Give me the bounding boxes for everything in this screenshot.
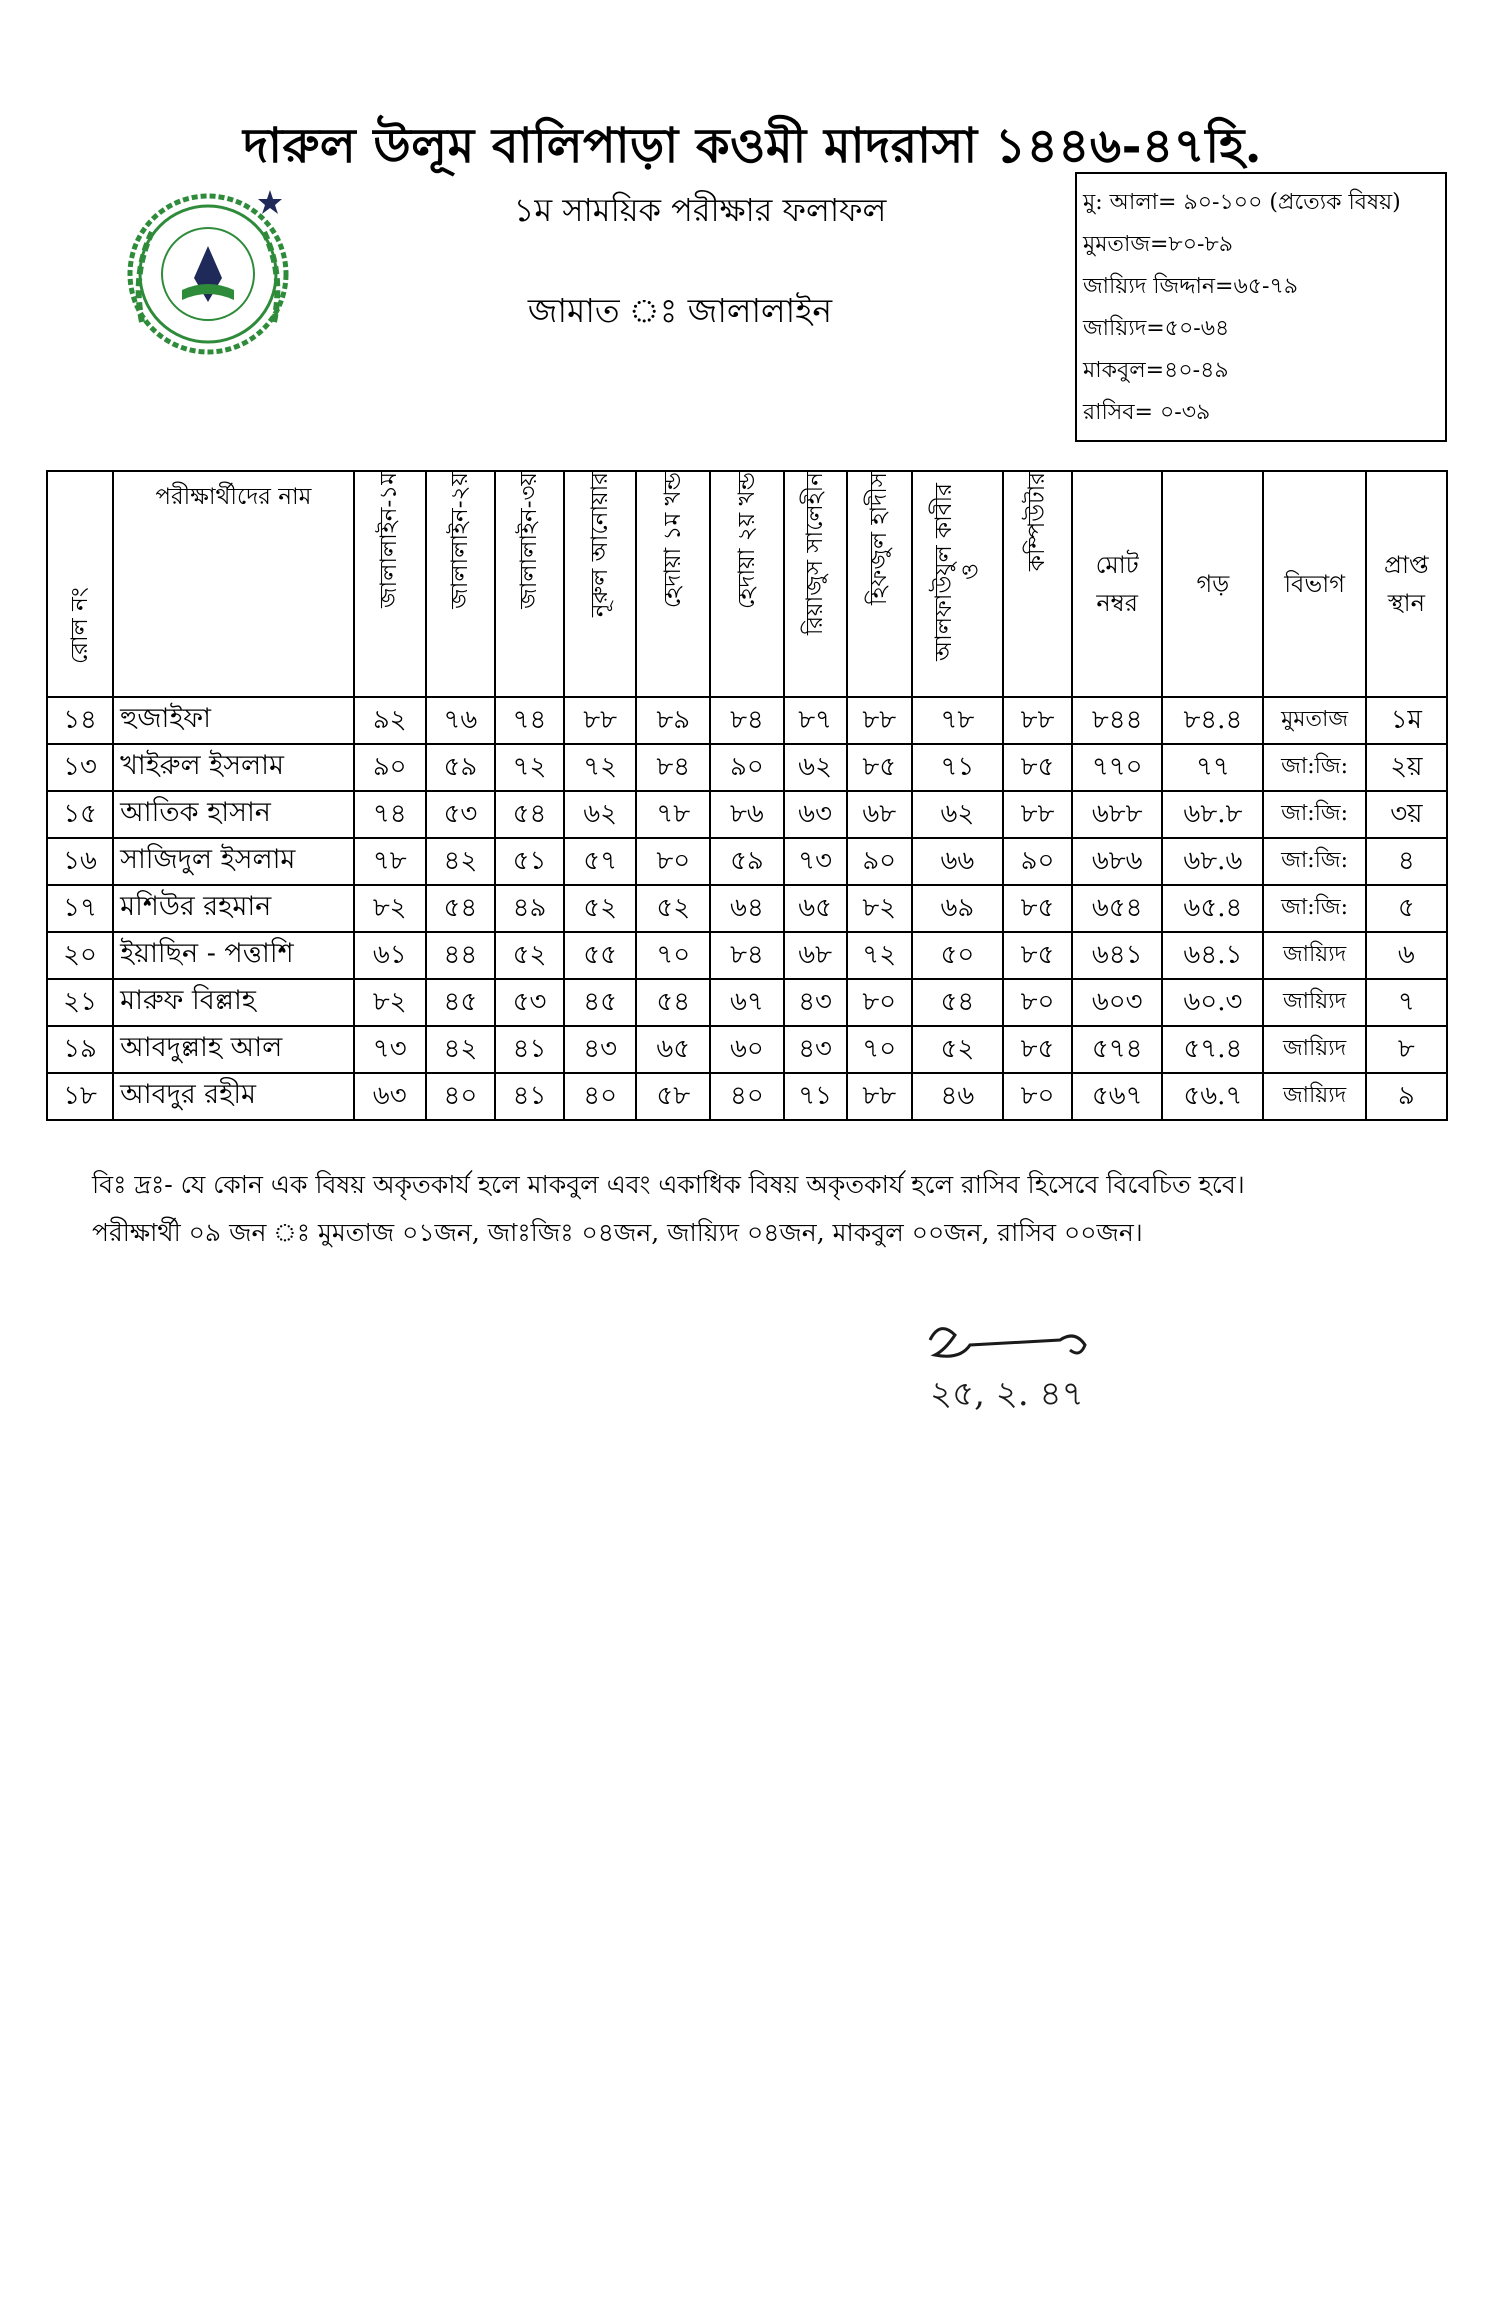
mark-cell: ৮৫: [1003, 744, 1072, 791]
grade-scale-item: জায়্যিদ=৫০-৬৪: [1083, 316, 1230, 341]
mark-cell: ৭২: [564, 744, 636, 791]
table-row: [47, 791, 1447, 838]
roll-cell: ১৮: [47, 1073, 113, 1120]
mark-cell: ৪৯: [495, 885, 564, 932]
mark-cell: ৫৪: [426, 885, 495, 932]
mark-cell: ৮০: [1003, 1073, 1072, 1120]
mark-cell: ৬৫: [784, 885, 847, 932]
mark-cell: ৮৮: [564, 697, 636, 744]
mark-cell: ৭০: [636, 932, 710, 979]
table-header-row: [47, 471, 1447, 697]
division-cell: জায়্যিদ: [1263, 1026, 1365, 1073]
note-line-2: পরীক্ষার্থী ০৯ জন ঃ মুমতাজ ০১জন, জাঃজিঃ ০৪জন, জায়্যিদ ০৪জন, মাকবুল ০০জন, রাসিব ০০জন।: [92, 1218, 1143, 1247]
position-cell: ৫: [1366, 885, 1447, 932]
division-cell: মুমতাজ: [1263, 697, 1365, 744]
mark-cell: ৬৪: [710, 885, 783, 932]
mark-cell: ৭৪: [495, 697, 564, 744]
name-cell: সাজিদুল ইসলাম: [113, 838, 354, 885]
mark-cell: ৮৭: [784, 697, 847, 744]
position-cell: ৭: [1366, 979, 1447, 1026]
total-cell: ৬৮৮: [1072, 791, 1162, 838]
grade-scale-item: রাসিব= ০-৩৯: [1083, 400, 1211, 425]
division-cell: জা:জি:: [1263, 885, 1365, 932]
mark-cell: ৫৫: [564, 932, 636, 979]
division-cell: জায়্যিদ: [1263, 932, 1365, 979]
position-cell: ৩য়: [1366, 791, 1447, 838]
mark-cell: ৬২: [912, 791, 1003, 838]
mark-cell: ৪৫: [426, 979, 495, 1026]
mark-cell: ৮৫: [1003, 1026, 1072, 1073]
mark-cell: ৪০: [710, 1073, 783, 1120]
mark-cell: ৬৮: [784, 932, 847, 979]
division-cell: জা:জি:: [1263, 838, 1365, 885]
note-line-1: বিঃ দ্রঃ- যে কোন এক বিষয় অকৃতকার্য হলে মাকবুল এবং একাধিক বিষয় অকৃতকার্য হলে রাসিব হিসেবে বিবেচিত হবে।: [92, 1170, 1245, 1199]
mark-cell: ৬৯: [912, 885, 1003, 932]
madrasa-seal-logo: [112, 182, 304, 360]
mark-cell: ৯০: [1003, 838, 1072, 885]
mark-cell: ৪৩: [784, 979, 847, 1026]
mark-cell: ৬৫: [636, 1026, 710, 1073]
mark-cell: ৭৪: [354, 791, 426, 838]
roll-cell: ১৭: [47, 885, 113, 932]
mark-cell: ৮৫: [1003, 932, 1072, 979]
total-cell: ৫৭৪: [1072, 1026, 1162, 1073]
mark-cell: ৪২: [426, 838, 495, 885]
mark-cell: ৮৮: [1003, 697, 1072, 744]
roll-cell: ১৯: [47, 1026, 113, 1073]
mark-cell: ৮৮: [1003, 791, 1072, 838]
mark-cell: ৪০: [564, 1073, 636, 1120]
mark-cell: ৫২: [636, 885, 710, 932]
mark-cell: ৬৮: [847, 791, 912, 838]
mark-cell: ৯০: [847, 838, 912, 885]
roll-cell: ২১: [47, 979, 113, 1026]
average-cell: ৫৬.৭: [1162, 1073, 1263, 1120]
mark-cell: ৮২: [354, 979, 426, 1026]
header-total: মোট নম্বর: [1072, 471, 1162, 697]
roll-cell: ১৬: [47, 838, 113, 885]
header-subject: আলফাউযুল কাবীর ও: [912, 471, 1003, 697]
mark-cell: ৯২: [354, 697, 426, 744]
signature-date: ২৫, ২. ৪৭: [930, 1374, 1084, 1414]
average-cell: ৮৪.৪: [1162, 697, 1263, 744]
position-cell: ১ম: [1366, 697, 1447, 744]
table-row: [47, 697, 1447, 744]
mark-cell: ৬২: [564, 791, 636, 838]
mark-cell: ৪৪: [426, 932, 495, 979]
total-cell: ৮৪৪: [1072, 697, 1162, 744]
header-subject: হিফজুল হাদীস: [847, 471, 912, 697]
position-cell: ২য়: [1366, 744, 1447, 791]
mark-cell: ৫৯: [710, 838, 783, 885]
grade-scale-item: মুমতাজ=৮০-৮৯: [1083, 232, 1233, 257]
header-subject: কম্পিউটার: [1003, 471, 1072, 697]
mark-cell: ৭৮: [912, 697, 1003, 744]
division-cell: জা:জি:: [1263, 791, 1365, 838]
total-cell: ৬৫৪: [1072, 885, 1162, 932]
mark-cell: ৭১: [912, 744, 1003, 791]
table-row: [47, 932, 1447, 979]
mark-cell: ৫২: [912, 1026, 1003, 1073]
table-row: [47, 1026, 1447, 1073]
mark-cell: ৬৭: [710, 979, 783, 1026]
mark-cell: ৭৬: [426, 697, 495, 744]
total-cell: ৭৭০: [1072, 744, 1162, 791]
signature: [910, 1310, 1170, 1430]
mark-cell: ৪৫: [564, 979, 636, 1026]
grade-scale-box: [1075, 172, 1447, 442]
header-subject: জালালাইন-২য়: [426, 471, 495, 697]
mark-cell: ৬৩: [354, 1073, 426, 1120]
header-subject: জালালাইন-৩য়: [495, 471, 564, 697]
roll-cell: ১৫: [47, 791, 113, 838]
grade-scale-item: মাকবুল=৪০-৪৯: [1083, 358, 1229, 383]
roll-cell: ১৪: [47, 697, 113, 744]
position-cell: ৪: [1366, 838, 1447, 885]
average-cell: ৫৭.৪: [1162, 1026, 1263, 1073]
mark-cell: ৮০: [847, 979, 912, 1026]
position-cell: ৬: [1366, 932, 1447, 979]
mark-cell: ৯০: [710, 744, 783, 791]
header-subject: নূরুল আনোয়ার: [564, 471, 636, 697]
table-row: [47, 838, 1447, 885]
mark-cell: ৭৮: [636, 791, 710, 838]
total-cell: ৬০৩: [1072, 979, 1162, 1026]
mark-cell: ৬২: [784, 744, 847, 791]
mark-cell: ৬৩: [784, 791, 847, 838]
total-cell: ৬৪১: [1072, 932, 1162, 979]
average-cell: ৬৫.৪: [1162, 885, 1263, 932]
mark-cell: ৮৪: [710, 932, 783, 979]
name-cell: খাইরুল ইসলাম: [113, 744, 354, 791]
table-row: [47, 1073, 1447, 1120]
average-cell: ৬৮.৬: [1162, 838, 1263, 885]
header-name: পরীক্ষার্থীদের নাম: [113, 471, 354, 697]
name-cell: ইয়াছিন - পত্তাশি: [113, 932, 354, 979]
division-cell: জা:জি:: [1263, 744, 1365, 791]
position-cell: ৮: [1366, 1026, 1447, 1073]
mark-cell: ৪১: [495, 1073, 564, 1120]
header-subject: রিয়াজুস সালেহীন: [784, 471, 847, 697]
mark-cell: ৪১: [495, 1026, 564, 1073]
exam-subtitle: ১ম সাময়িক পরীক্ষার ফলাফল: [513, 191, 887, 229]
grade-scale-item: জায়্যিদ জিদ্দান=৬৫-৭৯: [1083, 274, 1299, 299]
header-position: প্রাপ্ত স্থান: [1366, 471, 1447, 697]
roll-cell: ২০: [47, 932, 113, 979]
mark-cell: ৯০: [354, 744, 426, 791]
division-cell: জায়্যিদ: [1263, 1073, 1365, 1120]
mark-cell: ৭৩: [354, 1026, 426, 1073]
grade-scale-item: মু: আলা= ৯০-১০০ (প্রত্যেক বিষয়): [1083, 190, 1401, 215]
table-row: [47, 744, 1447, 791]
header-subject: হেদায়া ২য় খন্ড: [710, 471, 783, 697]
name-cell: আতিক হাসান: [113, 791, 354, 838]
mark-cell: ৭০: [847, 1026, 912, 1073]
mark-cell: ৪২: [426, 1026, 495, 1073]
mark-cell: ৪৩: [784, 1026, 847, 1073]
mark-cell: ৮০: [1003, 979, 1072, 1026]
mark-cell: ৫৪: [636, 979, 710, 1026]
total-cell: ৬৮৬: [1072, 838, 1162, 885]
mark-cell: ৬১: [354, 932, 426, 979]
roll-cell: ১৩: [47, 744, 113, 791]
mark-cell: ৫১: [495, 838, 564, 885]
average-cell: ৬০.৩: [1162, 979, 1263, 1026]
mark-cell: ৫৮: [636, 1073, 710, 1120]
mark-cell: ৭১: [784, 1073, 847, 1120]
mark-cell: ৭২: [495, 744, 564, 791]
mark-cell: ৫৪: [912, 979, 1003, 1026]
name-cell: হুজাইফা: [113, 697, 354, 744]
table-row: [47, 979, 1447, 1026]
mark-cell: ৬৬: [912, 838, 1003, 885]
mark-cell: ৮৫: [847, 744, 912, 791]
average-cell: ৬৮.৮: [1162, 791, 1263, 838]
average-cell: ৭৭: [1162, 744, 1263, 791]
mark-cell: ৮২: [847, 885, 912, 932]
mark-cell: ৫২: [495, 932, 564, 979]
mark-cell: ৫৯: [426, 744, 495, 791]
division-cell: জায়্যিদ: [1263, 979, 1365, 1026]
mark-cell: ৭৩: [784, 838, 847, 885]
header-roll: রোল নং: [47, 471, 113, 697]
mark-cell: ৭৮: [354, 838, 426, 885]
mark-cell: ৪৩: [564, 1026, 636, 1073]
mark-cell: ৫৭: [564, 838, 636, 885]
total-cell: ৫৬৭: [1072, 1073, 1162, 1120]
mark-cell: ৭২: [847, 932, 912, 979]
header-subject: হেদায়া ১ম খন্ড: [636, 471, 710, 697]
mark-cell: ৮৫: [1003, 885, 1072, 932]
mark-cell: ৮৬: [710, 791, 783, 838]
header-division: বিভাগ: [1263, 471, 1365, 697]
mark-cell: ৫৪: [495, 791, 564, 838]
mark-cell: ৫৩: [426, 791, 495, 838]
header-subject: জালালাইন-১ম: [354, 471, 426, 697]
mark-cell: ৪৬: [912, 1073, 1003, 1120]
results-table: [46, 470, 1448, 1121]
mark-cell: ৮৯: [636, 697, 710, 744]
name-cell: আবদুল্লাহ আল: [113, 1026, 354, 1073]
mark-cell: ৫৩: [495, 979, 564, 1026]
position-cell: ৯: [1366, 1073, 1447, 1120]
header-average: গড়: [1162, 471, 1263, 697]
name-cell: মশিউর রহমান: [113, 885, 354, 932]
average-cell: ৬৪.১: [1162, 932, 1263, 979]
table-row: [47, 885, 1447, 932]
mark-cell: ৫২: [564, 885, 636, 932]
mark-cell: ৮৮: [847, 697, 912, 744]
mark-cell: ৫০: [912, 932, 1003, 979]
mark-cell: ৮৪: [710, 697, 783, 744]
mark-cell: ৮৮: [847, 1073, 912, 1120]
mark-cell: ৮০: [636, 838, 710, 885]
page-title: দারুল উলূম বালিপাড়া কওমী মাদরাসা ১৪৪৬-৪৭হি.: [242, 118, 1263, 174]
mark-cell: ৮৪: [636, 744, 710, 791]
name-cell: মারুফ বিল্লাহ: [113, 979, 354, 1026]
mark-cell: ৪০: [426, 1073, 495, 1120]
class-line: জামাত ঃ জালালাইন: [527, 291, 833, 330]
mark-cell: ৬০: [710, 1026, 783, 1073]
name-cell: আবদুর রহীম: [113, 1073, 354, 1120]
mark-cell: ৮২: [354, 885, 426, 932]
